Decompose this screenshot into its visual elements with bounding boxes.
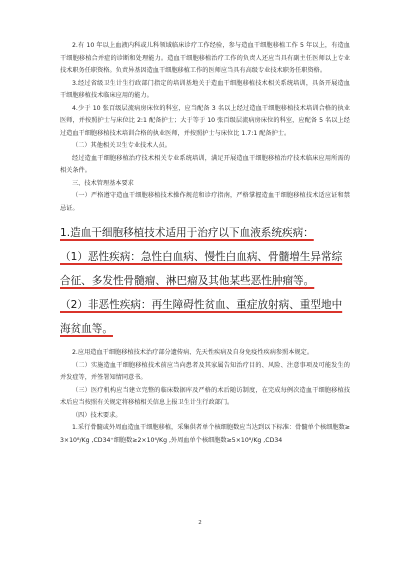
heading-management-requirements: 三、技术管理基本要求	[72, 179, 134, 187]
paragraph-indications-rule: （一）严格遵守造血干细胞移植技术操作规范和诊疗指南，严格掌握造血干细胞移植技术适应证和禁忌证。	[60, 192, 350, 212]
highlight-nonmalignant-diseases: （2）非恶性疾病：再生障碍性贫血、重症放射病、重型地中海贫血等。	[60, 299, 343, 335]
heading-other-staff: （二）其他相关卫生专业技术人员。	[72, 142, 171, 149]
highlighted-indications	[60, 221, 350, 341]
highlight-malignant-diseases: （1）恶性疾病：急性白血病、慢性白血病、骨髓增生异常综合征、多发性骨髓瘤、淋巴瘤及其他某些恶性肿瘤等。	[60, 251, 343, 287]
paragraph-informed-consent: （二）实施造血干细胞移植技术前应当向患者及其家属告知治疗目的、风险、注意事项及可能发生的并发症等，并签署知情同意书。	[60, 361, 350, 381]
paragraph-cell-collection: 1.采行骨髓或外周血造血干细胞移植，采集供者单个核细胞数应当达到以下标准：骨髓单个核细胞数≥3×10⁸/Kg ,CD34⁺细胞数≥2×10⁶/Kg ,外周血单个核细胞数≥5×10⁸/Kg ,CD34	[60, 424, 350, 444]
paragraph-qualification-3: 3.经过省级卫生计生行政部门指定的培训基地关于造血干细胞移植技术相关系统培训，具备开展造血干细胞移植技术临床应用的能力。	[60, 79, 350, 99]
paragraph-qualification-2: 2.有 10 年以上血液内科或儿科领域临床诊疗工作经验，参与造血干细胞移植工作 5 年以上，有造血干细胞移植合并症的诊断和处理能力。造血干细胞移植治疗工作的负责人还应当具有副主任医师以上专业技术职务任职资格。负责异基因造血干细胞移植工作的医师应当具有高级专业技术职务任职资格。	[60, 42, 350, 74]
heading-technical-requirements: （四）技术要求。	[72, 411, 122, 419]
paragraph-clinical-database: （三）医疗机构应当建立完整的临床数据库及严格的术后随访制度，在完成每例次造血干细胞移植技术后应当按照有关规定将移植相关信息上报卫生计生行政部门。	[60, 386, 350, 406]
paragraph-genetic-diseases: 2.应用造血干细胞移植技术治疗部分遗传病、先天性疾病及自身免疫性疾病参照本规定。	[72, 349, 314, 356]
document-body	[60, 40, 350, 447]
highlight-indications-heading: 1.造血干细胞移植技术适用于治疗以下血液系统疾病：	[60, 227, 314, 239]
page-number: 2	[198, 520, 202, 526]
paragraph-other-staff: 经过造血干细胞移植治疗技术相关专业系统培训，满足开展造血干细胞移植治疗技术临床应用所需的相关条件。	[60, 154, 350, 174]
paragraph-qualification-4: 4.少于 10 张百级层流病房床位的科室，应当配备 3 名以上经过造血干细胞移植技术培训合格的执业医师，并按照护士与床位比 2:1 配备护士；大于等于 10 张百级层流病房床位的科室，应配备 5 名以上经过造血干细胞移植技术培训合格的执业医师，并按照护士与床位比 1.7:1 配备护士。	[60, 104, 350, 137]
